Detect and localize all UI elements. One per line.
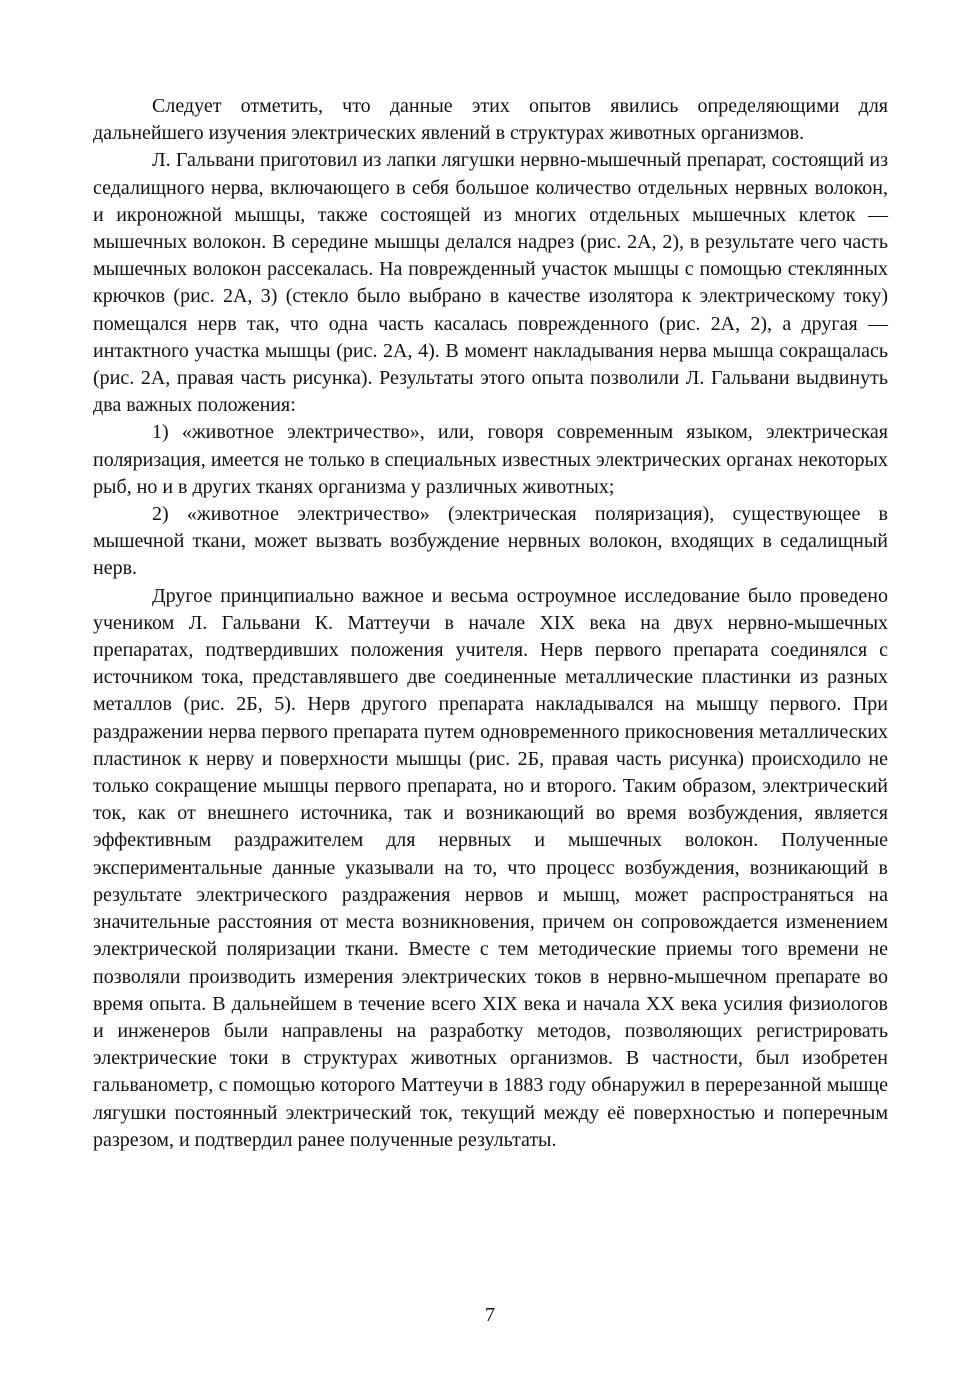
paragraph-galvani-experiment: Л. Гальвани приготовил из лапки лягушки нервно-мышечный препарат, состоящий из седалищного нерва, включающего в себя большое количество отдельных нервных волокон, и икроножной мышцы, также состоящей из многих отдельных мышечных клеток — мышечных волокон. В середине мышцы делался надрез (рис. 2А, 2), в результате чего часть мышечных волокон рассекалась. На поврежденный участок мышцы с помощью стеклянных крючков (рис. 2А, 3) (стекло было выбрано в качестве изолятора к электрическому току) помещался нерв так, что одна часть касалась поврежденного (рис. 2А, 2), а другая — интактного участка мышцы (рис. 2А, 4). В момент накладывания нерва мышца сокращалась (рис. 2А, правая часть рисунка). Результаты этого опыта позволили Л. Гальвани выдвинуть два важных положения:	[93, 149, 888, 417]
paragraph-matteucci: Другое принципиально важное и весьма остроумное исследование было проведено учеником Л. Гальвани К. Маттеучи в начале XIX века на двух нервно-мышечных препаратах, подтвердивших положения учителя. Нерв первого препарата соединялся с источником тока, представлявшего две соединенные металлические пластинки из разных металлов (рис. 2Б, 5). Нерв другого препарата накладывался на мышцу первого. При раздражении нерва первого препарата путем одновременного прикосновения металлических пластинок к нерву и поверхности мышцы (рис. 2Б, правая часть рисунка) происходило не только сокращение мышцы первого препарата, но и второго. Таким образом, электрический ток, как от внешнего источника, так и возникающий во время возбуждения, является эффективным раздражителем для нервных и мышечных волокон. Полученные экспериментальные данные указывали на то, что процесс возбуждения, возникающий в результате электрического раздражения нервов и мышц, может распространяться на значительные расстояния от места возникновения, причем он сопровождается изменением электрической поляризации ткани. Вместе с тем методические приемы того времени не позволяли производить измерения электрических токов в нервно-мышечном препарате во время опыта. В дальнейшем в течение всего XIX века и начала XX века усилия физиологов и инженеров были направлены на разработку методов, позволяющих регистрировать электрические токи в структурах животных организмов. В частности, был изобретен гальванометр, с помощью которого Маттеучи в 1883 году обнаружил в перерезанной мышце лягушки постоянный электрический ток, текущий между её поверхностью и поперечным разрезом, и подтвердил ранее полученные результаты.	[93, 584, 888, 1151]
paragraph-conclusion-2: 2) «животное электричество» (электрическая поляризация), существующее в мышечной ткани, может вызвать возбуждение нервных волокон, входящих в седалищный нерв.	[93, 503, 888, 580]
page-number: 7	[485, 1304, 495, 1326]
document-page	[93, 93, 888, 1154]
paragraph-intro: Следует отметить, что данные этих опытов явились определяющими для дальнейшего изучения электрических явлений в структурах животных организмов.	[93, 95, 888, 145]
paragraph-conclusion-1: 1) «животное электричество», или, говоря современным языком, электрическая поляризация, имеется не только в специальных известных электрических органах некоторых рыб, но и в других тканях организма у различных животных;	[93, 421, 888, 498]
